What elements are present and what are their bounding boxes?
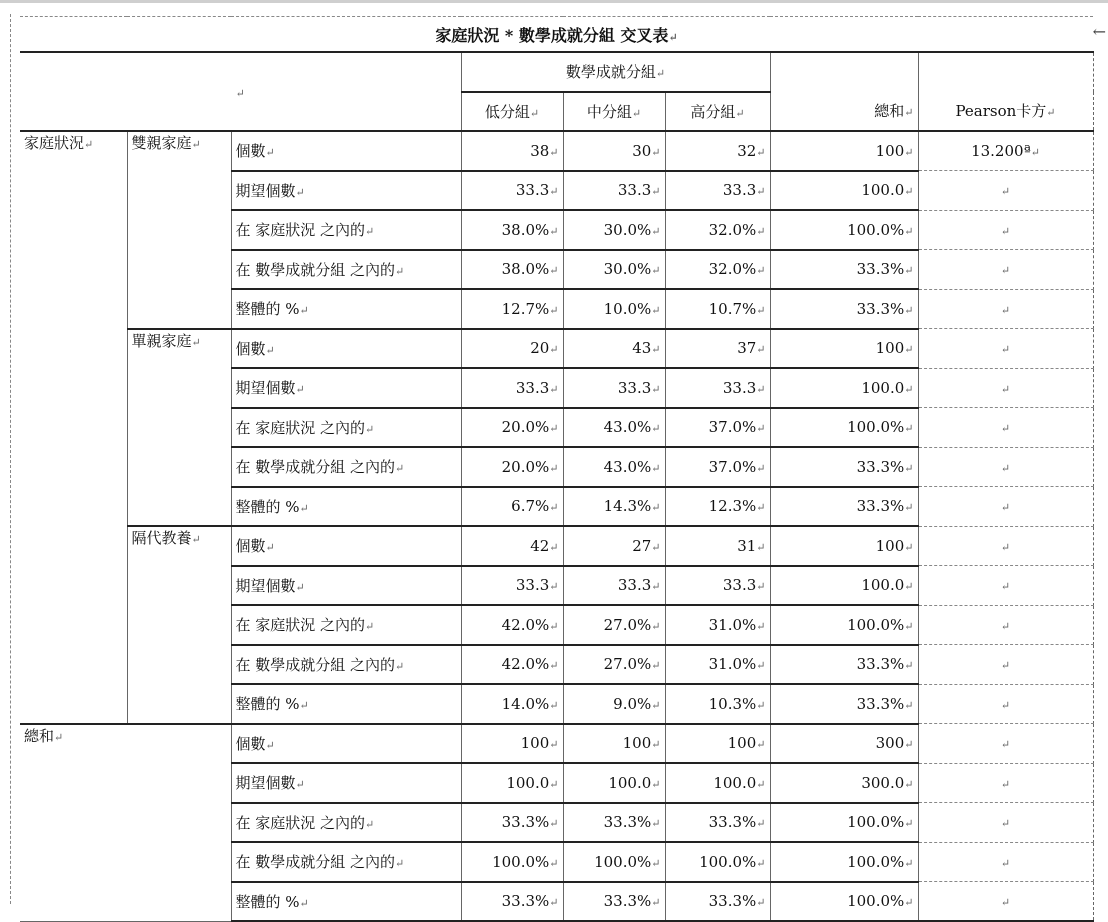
value-cell	[665, 368, 770, 408]
corner-cell	[20, 52, 461, 131]
value-cell	[665, 684, 770, 724]
row-total-cell	[770, 605, 918, 645]
cell-value: 37.0% ↵	[709, 458, 766, 476]
cell-value: 32.0% ↵	[709, 221, 766, 239]
cell-value: 33.3% ↵	[857, 260, 914, 278]
value-cell	[665, 803, 770, 843]
measure-cell	[231, 487, 461, 527]
cell-value: 100.0% ↵	[847, 853, 913, 871]
cell-value: 43.0% ↵	[604, 458, 661, 476]
measure-label: 整體的 % ↵	[236, 300, 309, 318]
group-label: 雙親家庭 ↵	[132, 134, 201, 152]
value-cell	[461, 763, 563, 803]
cell-value: 20.0% ↵	[502, 418, 559, 436]
window-top-edge	[0, 0, 1108, 3]
table-title	[20, 17, 1093, 53]
measure-cell	[231, 447, 461, 487]
value-cell	[461, 289, 563, 329]
value-cell	[563, 882, 665, 922]
value-cell	[665, 605, 770, 645]
cell-value: 9.0% ↵	[613, 695, 660, 713]
pearson-cell	[918, 289, 1093, 329]
cell-value: 31.0% ↵	[709, 616, 766, 634]
measure-cell	[231, 645, 461, 685]
cell-value: 100.0 ↵	[861, 181, 913, 199]
col-header-low	[461, 92, 563, 132]
value-cell	[563, 487, 665, 527]
row-total-cell	[770, 842, 918, 882]
measure-label: 整體的 % ↵	[236, 893, 309, 911]
value-cell	[461, 408, 563, 448]
value-cell	[461, 803, 563, 843]
cell-value: 38.0% ↵	[502, 260, 559, 278]
cell-value: 33.3% ↵	[709, 813, 766, 831]
cell-value: 100.0% ↵	[847, 892, 913, 910]
row-total-cell	[770, 408, 918, 448]
measure-cell	[231, 329, 461, 369]
measure-cell	[231, 250, 461, 290]
value-cell	[665, 408, 770, 448]
value-cell	[563, 329, 665, 369]
cell-value: 100.0% ↵	[847, 418, 913, 436]
cell-value: 43.0% ↵	[604, 418, 661, 436]
measure-cell	[231, 842, 461, 882]
cell-value: 10.7% ↵	[709, 300, 766, 318]
row-total-cell	[770, 250, 918, 290]
cell-value: 33.3 ↵	[516, 379, 559, 397]
cell-value: 42 ↵	[530, 537, 558, 555]
cell-value: 12.3% ↵	[709, 497, 766, 515]
value-cell	[665, 645, 770, 685]
pearson-cell	[918, 250, 1093, 290]
pearson-header	[918, 52, 1093, 131]
cell-value: 100.0% ↵	[847, 221, 913, 239]
cell-value: 100.0% ↵	[594, 853, 660, 871]
value-cell	[563, 724, 665, 764]
pearson-cell	[918, 447, 1093, 487]
row-total-cell	[770, 803, 918, 843]
table-title-text: 家庭狀況 * 數學成就分組 交叉表 ↵	[435, 26, 677, 45]
pearson-cell	[918, 803, 1093, 843]
value-cell	[461, 447, 563, 487]
value-cell	[563, 842, 665, 882]
col-header-low-label: 低分組 ↵	[485, 103, 539, 121]
measure-label: 在 數學成就分組 之內的 ↵	[236, 261, 405, 279]
pearson-cell	[918, 882, 1093, 922]
row-variable-cell	[20, 131, 127, 724]
total-row-label-cell	[20, 724, 231, 922]
cell-value: 100 ↵	[623, 734, 661, 752]
cell-value: 32 ↵	[737, 142, 765, 160]
value-cell	[665, 171, 770, 211]
measure-cell	[231, 289, 461, 329]
measure-label: 個數 ↵	[236, 142, 275, 160]
cell-value: 10.3% ↵	[709, 695, 766, 713]
col-header-mid	[563, 92, 665, 132]
cell-value: 100.0 ↵	[861, 379, 913, 397]
value-cell	[461, 645, 563, 685]
group-label-cell	[127, 329, 231, 527]
pearson-cell	[918, 329, 1093, 369]
value-cell	[563, 645, 665, 685]
value-cell	[563, 803, 665, 843]
pearson-cell	[918, 487, 1093, 527]
cell-value: 33.3% ↵	[857, 497, 914, 515]
cell-value: 100 ↵	[728, 734, 766, 752]
cell-value: 14.3% ↵	[604, 497, 661, 515]
table-row	[20, 724, 1093, 764]
value-cell	[563, 566, 665, 606]
cell-value: 10.0% ↵	[604, 300, 661, 318]
pearson-cell	[918, 210, 1093, 250]
pearson-header-label: Pearson卡方 ↵	[955, 102, 1055, 120]
row-total-cell	[770, 526, 918, 566]
cell-value: 6.7% ↵	[511, 497, 558, 515]
cell-value: 32.0% ↵	[709, 260, 766, 278]
crosstab-table	[20, 16, 1094, 922]
cell-value: 37.0% ↵	[709, 418, 766, 436]
measure-cell	[231, 605, 461, 645]
pearson-cell	[918, 605, 1093, 645]
cell-value: 33.3% ↵	[502, 892, 559, 910]
measure-label: 期望個數 ↵	[236, 182, 305, 200]
measure-label: 在 數學成就分組 之內的 ↵	[236, 853, 405, 871]
cell-value: 20 ↵	[530, 339, 558, 357]
cell-value: 30.0% ↵	[604, 260, 661, 278]
measure-cell	[231, 684, 461, 724]
value-cell	[665, 131, 770, 171]
row-total-cell	[770, 447, 918, 487]
value-cell	[563, 526, 665, 566]
cell-value: 33.3 ↵	[723, 181, 766, 199]
cell-value: 37 ↵	[737, 339, 765, 357]
pearson-cell	[918, 724, 1093, 764]
row-total-cell	[770, 763, 918, 803]
value-cell	[665, 566, 770, 606]
row-total-cell	[770, 566, 918, 606]
value-cell	[665, 447, 770, 487]
row-total-cell	[770, 684, 918, 724]
cell-value: 100.0% ↵	[847, 616, 913, 634]
pearson-cell	[918, 684, 1093, 724]
group-label: 單親家庭 ↵	[132, 332, 201, 350]
row-total-cell	[770, 882, 918, 922]
cell-value: 100.0% ↵	[847, 813, 913, 831]
group-label: 隔代教養 ↵	[132, 529, 201, 547]
measure-label: 個數 ↵	[236, 735, 275, 753]
value-cell	[563, 447, 665, 487]
value-cell	[665, 724, 770, 764]
value-cell	[461, 487, 563, 527]
value-cell	[563, 368, 665, 408]
pearson-cell	[918, 131, 1093, 171]
group-label-cell	[127, 131, 231, 329]
value-cell	[461, 882, 563, 922]
pearson-cell	[918, 763, 1093, 803]
measure-cell	[231, 408, 461, 448]
col-header-mid-label: 中分組 ↵	[587, 103, 641, 121]
row-total-cell	[770, 487, 918, 527]
col-header-high	[665, 92, 770, 132]
table-row	[20, 526, 1093, 566]
cell-value: 27 ↵	[632, 537, 660, 555]
cell-value: 33.3 ↵	[516, 576, 559, 594]
pearson-cell	[918, 171, 1093, 211]
cell-value: 33.3 ↵	[618, 379, 661, 397]
value-cell	[461, 131, 563, 171]
cell-value: 38 ↵	[530, 142, 558, 160]
cell-value: 27.0% ↵	[604, 655, 661, 673]
cell-value: 12.7% ↵	[502, 300, 559, 318]
value-cell	[461, 250, 563, 290]
cell-value: 100.0 ↵	[861, 576, 913, 594]
measure-label: 整體的 % ↵	[236, 498, 309, 516]
cell-value: 43 ↵	[632, 339, 660, 357]
value-cell	[461, 605, 563, 645]
measure-label: 期望個數 ↵	[236, 379, 305, 397]
cell-value: 33.3% ↵	[709, 892, 766, 910]
value-cell	[461, 329, 563, 369]
value-cell	[461, 566, 563, 606]
measure-cell	[231, 171, 461, 211]
value-cell	[563, 605, 665, 645]
cell-value: 100.0% ↵	[699, 853, 765, 871]
row-total-cell	[770, 368, 918, 408]
measure-label: 在 家庭狀況 之內的 ↵	[236, 419, 375, 437]
measure-label: 期望個數 ↵	[236, 774, 305, 792]
measure-label: 在 家庭狀況 之內的 ↵	[236, 814, 375, 832]
measure-label: 整體的 % ↵	[236, 695, 309, 713]
value-cell	[665, 289, 770, 329]
value-cell	[665, 487, 770, 527]
cell-value: 100.0 ↵	[608, 774, 660, 792]
measure-label: 個數 ↵	[236, 537, 275, 555]
value-cell	[665, 329, 770, 369]
cell-value: 33.3% ↵	[857, 655, 914, 673]
cell-value: 14.0% ↵	[502, 695, 559, 713]
measure-cell	[231, 566, 461, 606]
pearson-cell	[918, 842, 1093, 882]
measure-cell	[231, 724, 461, 764]
measure-label: 在 數學成就分組 之內的 ↵	[236, 458, 405, 476]
measure-cell	[231, 210, 461, 250]
cell-value: 100 ↵	[876, 339, 914, 357]
cell-value: 20.0% ↵	[502, 458, 559, 476]
pearson-cell	[918, 408, 1093, 448]
value-cell	[665, 526, 770, 566]
measure-cell	[231, 882, 461, 922]
cell-value: 100.0 ↵	[713, 774, 765, 792]
total-row-label: 總和 ↵	[24, 727, 63, 745]
value-cell	[563, 684, 665, 724]
value-cell	[461, 368, 563, 408]
column-group-label: 數學成就分組 ↵	[566, 63, 665, 81]
row-variable-label: 家庭狀況 ↵	[24, 134, 93, 152]
table-row	[20, 329, 1093, 369]
value-cell	[563, 250, 665, 290]
cell-value: 33.3 ↵	[618, 181, 661, 199]
cell-value: 38.0% ↵	[502, 221, 559, 239]
cell-value: 33.3% ↵	[604, 813, 661, 831]
paragraph-mark-icon: ←	[1092, 22, 1106, 41]
col-header-high-label: 高分組 ↵	[690, 103, 744, 121]
row-total-cell	[770, 289, 918, 329]
value-cell	[665, 842, 770, 882]
value-cell	[563, 408, 665, 448]
cell-value: 33.3% ↵	[857, 695, 914, 713]
row-total-cell	[770, 171, 918, 211]
value-cell	[461, 526, 563, 566]
cell-value: 100.0% ↵	[492, 853, 558, 871]
cell-value: 300 ↵	[876, 734, 914, 752]
cell-value: 33.3% ↵	[604, 892, 661, 910]
row-total-cell	[770, 645, 918, 685]
cell-value: 100 ↵	[521, 734, 559, 752]
measure-label: 在 數學成就分組 之內的 ↵	[236, 656, 405, 674]
cell-value: 31.0% ↵	[709, 655, 766, 673]
column-group-header	[461, 52, 770, 92]
measure-cell	[231, 763, 461, 803]
row-total-cell	[770, 210, 918, 250]
cell-value: 100 ↵	[876, 537, 914, 555]
value-cell	[563, 171, 665, 211]
group-label-cell	[127, 526, 231, 724]
value-cell	[665, 250, 770, 290]
value-cell	[665, 882, 770, 922]
cell-value: 31 ↵	[737, 537, 765, 555]
cell-value: 33.3 ↵	[618, 576, 661, 594]
pearson-cell	[918, 566, 1093, 606]
measure-cell	[231, 131, 461, 171]
cell-value: 33.3 ↵	[516, 181, 559, 199]
value-cell	[461, 210, 563, 250]
measure-label: 個數 ↵	[236, 340, 275, 358]
table-row	[20, 131, 1093, 171]
cell-value: 33.3% ↵	[857, 300, 914, 318]
total-header	[770, 52, 918, 131]
cell-value: 33.3% ↵	[502, 813, 559, 831]
page-margin-guide	[10, 14, 11, 904]
value-cell	[665, 210, 770, 250]
total-header-label: 總和 ↵	[874, 102, 913, 120]
value-cell	[665, 763, 770, 803]
pearson-cell	[918, 368, 1093, 408]
value-cell	[461, 724, 563, 764]
value-cell	[563, 763, 665, 803]
pearson-cell	[918, 645, 1093, 685]
cell-value: 30 ↵	[632, 142, 660, 160]
cell-value: 100.0 ↵	[506, 774, 558, 792]
value-cell	[461, 684, 563, 724]
value-cell	[563, 131, 665, 171]
measure-label: 在 家庭狀況 之內的 ↵	[236, 221, 375, 239]
measure-cell	[231, 368, 461, 408]
row-total-cell	[770, 131, 918, 171]
row-total-cell	[770, 724, 918, 764]
value-cell	[461, 842, 563, 882]
cell-value: 30.0% ↵	[604, 221, 661, 239]
cell-value: 42.0% ↵	[502, 616, 559, 634]
measure-cell	[231, 526, 461, 566]
cell-value: 300.0 ↵	[861, 774, 913, 792]
measure-label: 期望個數 ↵	[236, 577, 305, 595]
cell-value: 100 ↵	[876, 142, 914, 160]
pearson-value: 13.200ª ↵	[971, 142, 1040, 160]
measure-label: 在 家庭狀況 之內的 ↵	[236, 616, 375, 634]
cell-value: 33.3 ↵	[723, 379, 766, 397]
cell-value: 33.3 ↵	[723, 576, 766, 594]
measure-cell	[231, 803, 461, 843]
value-cell	[563, 289, 665, 329]
value-cell	[563, 210, 665, 250]
cell-value: 33.3% ↵	[857, 458, 914, 476]
pearson-cell	[918, 526, 1093, 566]
cell-value: 42.0% ↵	[502, 655, 559, 673]
value-cell	[461, 171, 563, 211]
row-total-cell	[770, 329, 918, 369]
cell-value: 27.0% ↵	[604, 616, 661, 634]
